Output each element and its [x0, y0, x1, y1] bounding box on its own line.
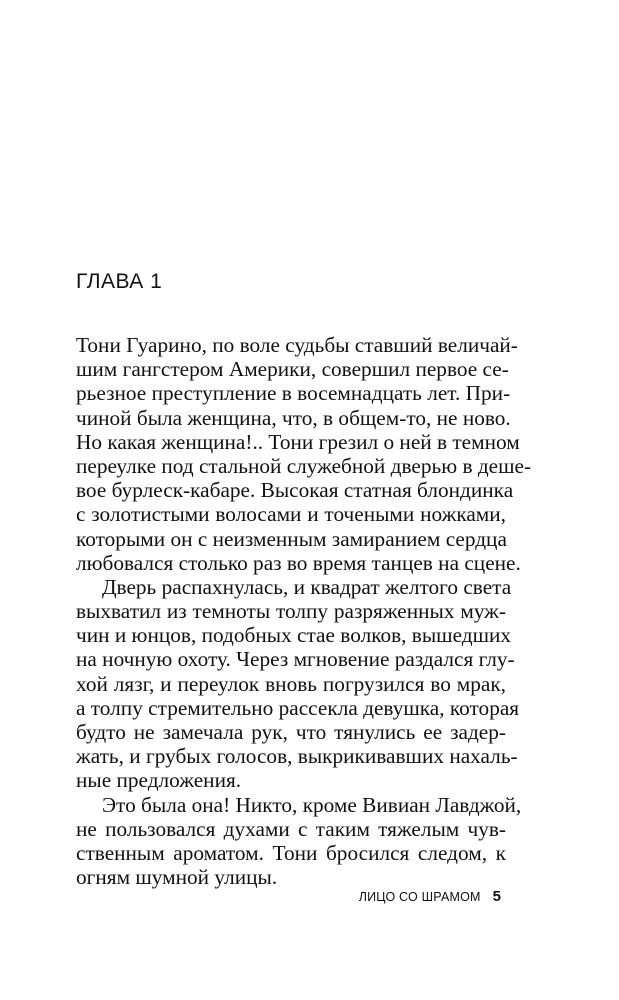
text-line: будто не замечала рук, что тянулись ее задер-	[76, 720, 506, 744]
chapter-title: ГЛАВА 1	[76, 270, 163, 293]
text-line: вое бурлеск-кабаре. Высокая статная блондинка	[76, 478, 514, 503]
text-line: Дверь распахнулась, и квадрат желтого света	[102, 574, 512, 599]
text-line: чин и юнцов, подобных стае волков, вышедших	[76, 623, 512, 648]
text-line: Но какая женщина!.. Тони грезил о ней в темном	[76, 429, 520, 454]
text-line: огням шумной улицы.	[76, 865, 278, 890]
text-line: Тони Гуарино, по воле судьбы ставший величай-	[76, 333, 518, 357]
text-line: выхватил из темноты толпу разряженных муж-	[76, 599, 506, 624]
page-number: 5	[492, 888, 501, 905]
text-line: не пользовался духами с таким тяжелым чув-	[76, 816, 506, 841]
text-line: на ночную охоту. Через мгновение раздался глу-	[76, 647, 515, 672]
text-line: Это была она! Никто, кроме Вивиан Лавджой,	[102, 792, 522, 817]
text-line: шим гангстером Америки, совершил первое се-	[76, 357, 509, 382]
text-line: а толпу стремительно рассекла девушка, которая	[76, 695, 520, 720]
text-line: любовался столько раз во время танцев на сцене.	[76, 550, 521, 575]
text-line: хой лязг, и переулок вновь погрузился во мрак,	[76, 671, 506, 696]
chapter-body-text	[76, 333, 532, 890]
text-line: рьезное преступление в восемнадцать лет. При-	[76, 381, 511, 406]
text-line: жать, и грубых голосов, выкрикивавших нахаль-	[76, 744, 518, 769]
text-line: ные предложения.	[76, 768, 242, 793]
text-line: с золотистыми волосами и точеными ножками,	[76, 502, 506, 527]
text-line: переулке под стальной служебной дверью в деше-	[76, 453, 532, 478]
text-line: ственным ароматом. Тони бросился следом, к	[76, 840, 506, 865]
text-line: которыми он с неизменным замиранием сердца	[76, 526, 507, 551]
page-footer	[359, 888, 501, 905]
running-head: ЛИЦО СО ШРАМОМ	[358, 890, 481, 904]
text-line: чиной была женщина, что, в общем-то, не ново.	[76, 405, 511, 430]
